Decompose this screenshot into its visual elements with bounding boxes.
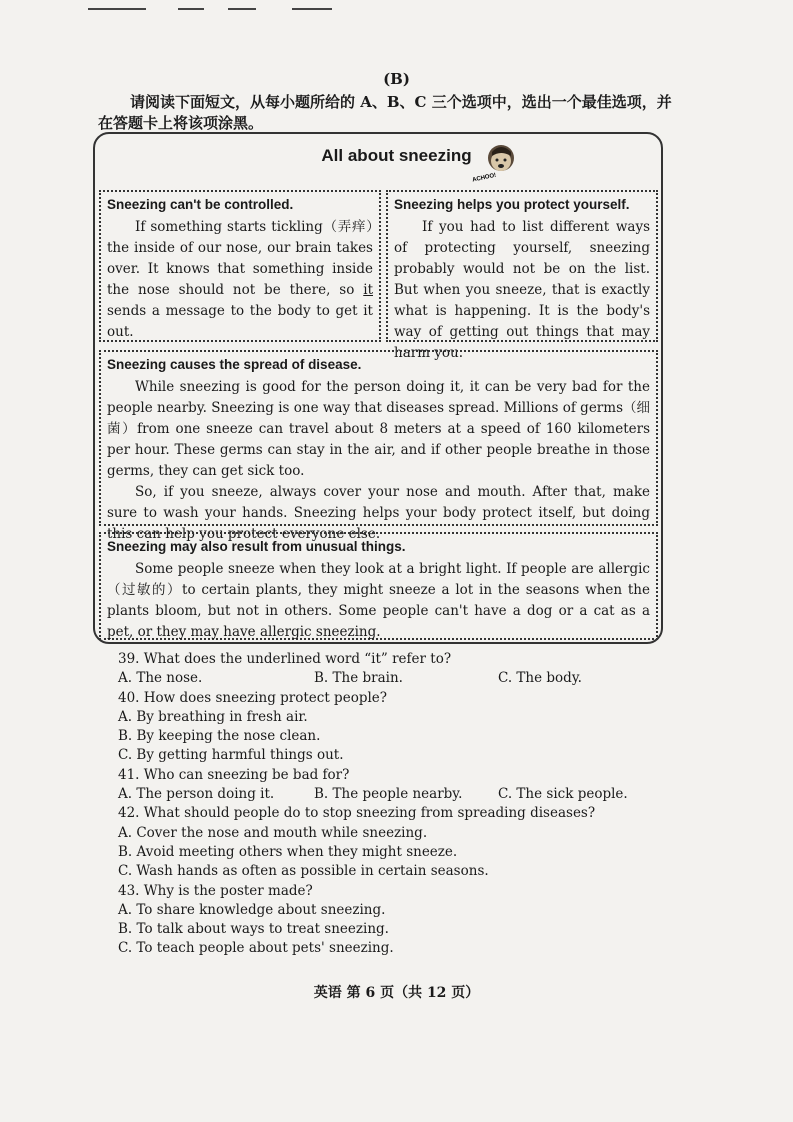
box-cant-be-controlled [99, 190, 381, 342]
face-caption: ACHOO! [471, 172, 497, 184]
instruction: 请阅读下面短文，从每小题所给的 A、B、C 三个选项中，选出一个最佳选项，并在答题卡上将该项涂黑。 [98, 93, 672, 132]
option-a[interactable]: A. Cover the nose and mouth while sneezing. [118, 824, 428, 841]
box3-para1: While sneezing is good for the person doing it, it can be very bad for the people nearby. Sneezing is one way that diseases spread. Millions of germs（细菌）from one sneeze can travel about 8 meters at a speed of 160 kilometers per hour. These germs can stay in the air, and if other people breathe in those germs, they can get sick too. [107, 379, 650, 479]
poster-title: All about sneezing [321, 146, 472, 165]
underlined-word: it [363, 282, 373, 298]
option-b[interactable]: B. The people nearby. [314, 786, 463, 803]
box4-heading: Sneezing may also result from unusual things. [107, 539, 406, 554]
option-b[interactable]: B. By keeping the nose clean. [118, 728, 321, 745]
question-stem: 43. Why is the poster made? [118, 882, 313, 899]
box-protect-yourself [386, 190, 658, 361]
question-options [118, 669, 678, 688]
box3-heading: Sneezing causes the spread of disease. [107, 357, 362, 372]
header-rule [178, 8, 204, 10]
question-options [118, 901, 678, 959]
section-label: (B) [383, 70, 410, 88]
option-b[interactable]: B. Avoid meeting others when they might sneeze. [118, 843, 458, 860]
box-unusual-things [99, 532, 658, 640]
question-stem: 39. What does the underlined word “it” refer to? [118, 651, 452, 667]
option-a[interactable]: A. To share knowledge about sneezing. [118, 901, 386, 918]
header-rule [228, 8, 256, 10]
question-stem: 40. How does sneezing protect people? [118, 689, 388, 706]
option-c[interactable]: C. The sick people. [498, 786, 628, 803]
option-c[interactable]: C. By getting harmful things out. [118, 747, 344, 764]
box4-text: Some people sneeze when they look at a bright light. If people are allergic（过敏的）to certain plants, they might sneeze a lot in the seasons when the plants bloom, but not in others. Some people can't have a dog or a cat as a pet, or they may have allergic sneezing. [107, 561, 650, 640]
box1-heading: Sneezing can't be controlled. [107, 197, 294, 212]
option-c[interactable]: C. Wash hands as often as possible in certain seasons. [118, 863, 489, 880]
questions [118, 650, 678, 959]
option-a[interactable]: A. The nose. [118, 670, 203, 687]
option-b[interactable]: B. The brain. [314, 670, 403, 687]
option-a[interactable]: A. The person doing it. [118, 786, 275, 803]
box2-heading: Sneezing helps you protect yourself. [394, 197, 630, 212]
option-a[interactable]: A. By breathing in fresh air. [118, 708, 308, 725]
box3-para2: So, if you sneeze, always cover your nose and mouth. After that, make sure to wash your hands. Sneezing helps your body protect itself, but doing this can help you protect everyone else. [107, 484, 650, 542]
question-options [118, 824, 678, 882]
box2-text: If you had to list different ways of protecting yourself, sneezing probably would not be on the list. But when you sneeze, that is exactly what is happening. It is the body's way of getting out things that may harm you. [394, 219, 650, 361]
box1-text: If something starts tickling（弄痒）the inside of our nose, our brain takes over. It knows that something inside the nose should not be there, so it sends a message to the body to get it out. [107, 219, 373, 340]
question-stem: 42. What should people do to stop sneezing from spreading diseases? [118, 805, 596, 822]
header-rule [292, 8, 332, 10]
question-options [118, 785, 678, 804]
question-stem: 41. Who can sneezing be bad for? [118, 766, 350, 783]
box-spread-of-disease [99, 350, 658, 542]
page-footer: 英语 第 6 页（共 12 页） [313, 985, 480, 1001]
sneezing-face-icon [470, 138, 520, 184]
header-rule [88, 8, 146, 10]
option-c[interactable]: C. To teach people about pets' sneezing. [118, 940, 394, 957]
option-c[interactable]: C. The body. [498, 670, 582, 687]
option-b[interactable]: B. To talk about ways to treat sneezing. [118, 921, 389, 938]
question-options [118, 708, 678, 766]
